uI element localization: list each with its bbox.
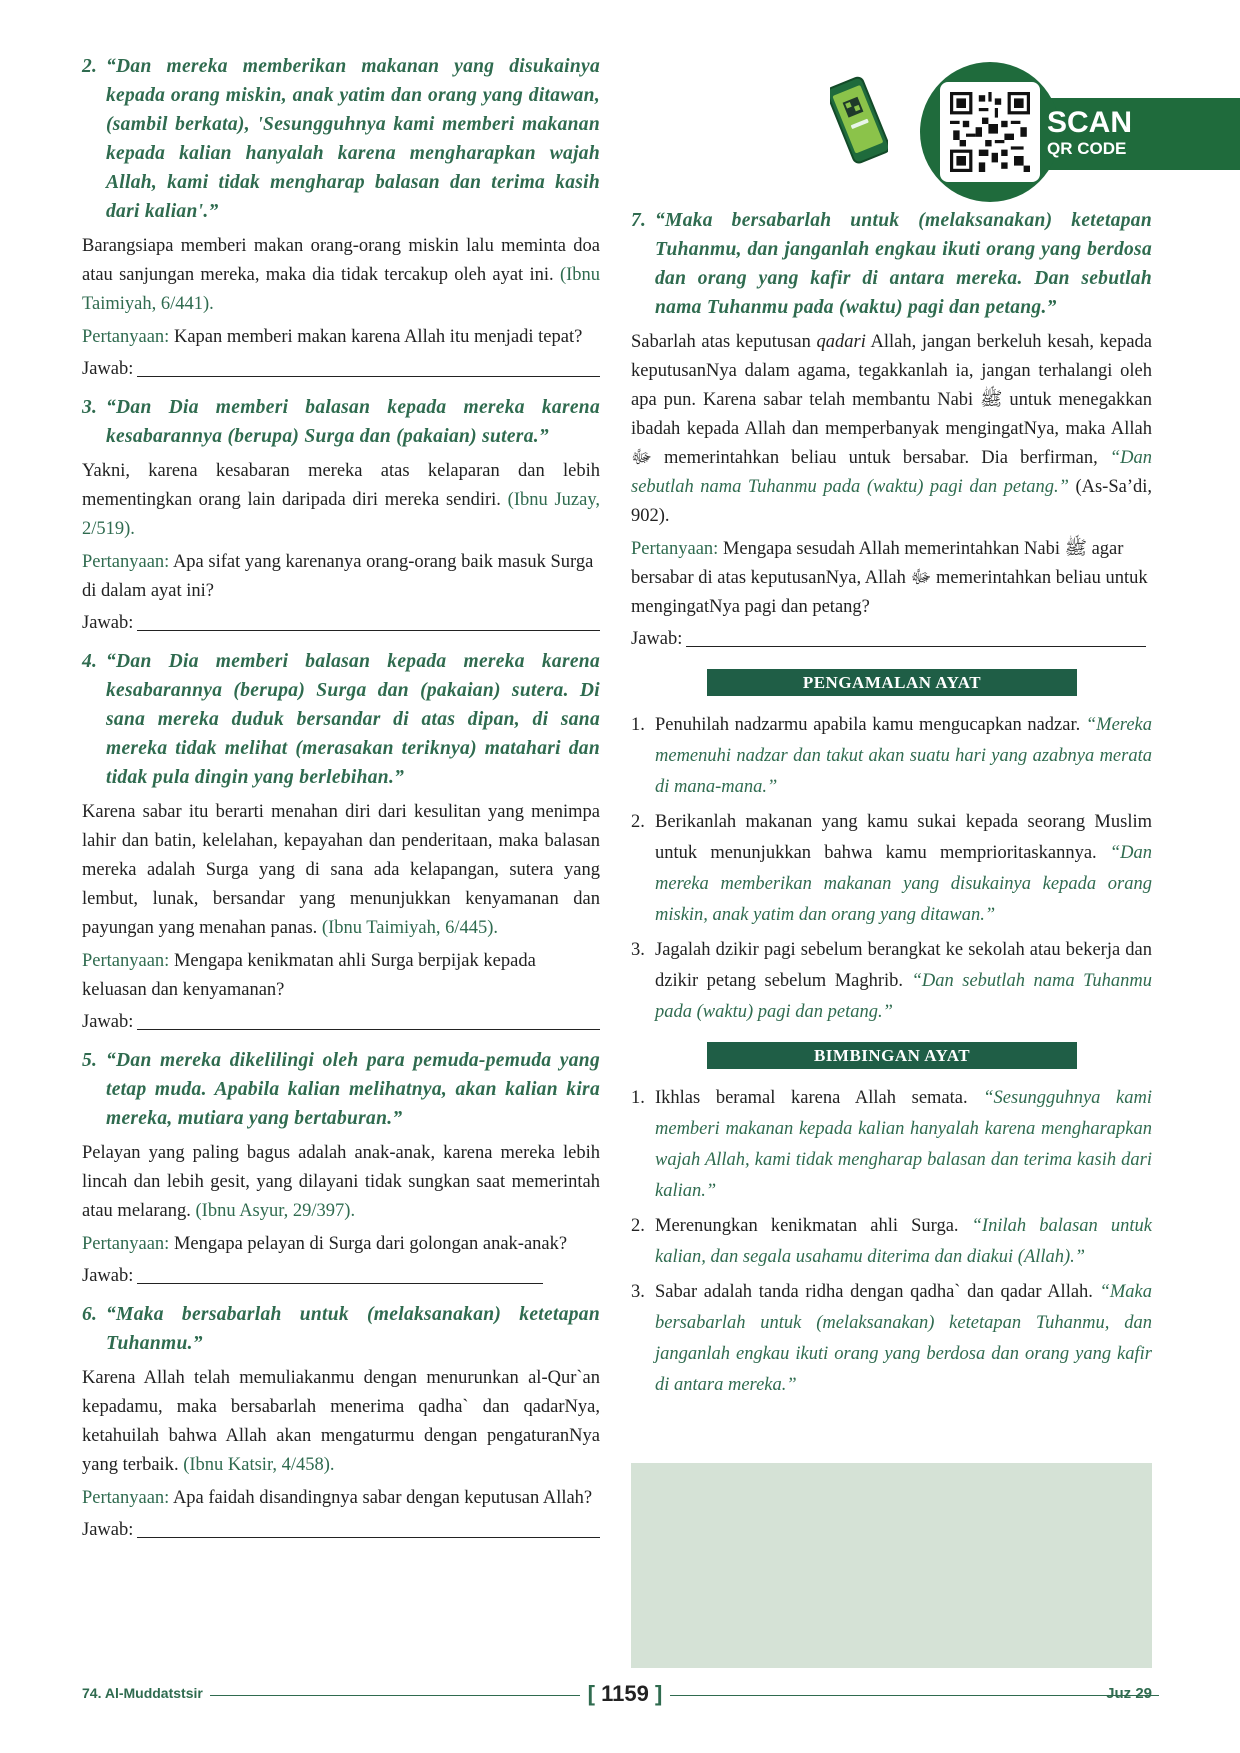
- list-text: Merenungkan kenikmatan ahli Surga.: [655, 1216, 959, 1236]
- answer-line[interactable]: [82, 1262, 600, 1290]
- list-item: [631, 807, 1152, 931]
- tafsir-text: Karena sabar itu berarti menahan diri dari kesulitan yang menimpa lahir dan batin, kelelahan, kepayahan dan penderitaan, maka balasan mereka adalah Surga yang di sana ada kelapangan, sutera yang lembut, lunak, bersandar yang menunjukkan kenyamanan dan payungan yang menahan panas.: [82, 802, 600, 938]
- tafsir-text: Sabarlah atas keputusan: [631, 332, 811, 352]
- verse-number: 7.: [631, 210, 647, 231]
- page-footer: [82, 1680, 1152, 1710]
- question: [82, 947, 600, 1005]
- question-text: Apa faidah disandingnya sabar dengan keputusan Allah?: [172, 1488, 593, 1508]
- list-text: Berikanlah makanan yang kamu sukai kepada seorang Muslim untuk menunjukkan bahwa kamu memprioritaskannya.: [655, 812, 1152, 863]
- verse-5: [82, 1046, 600, 1133]
- tafsir-reference: (Ibnu Taimiyah, 6/445).: [321, 918, 499, 938]
- tafsir-reference: (Ibnu Asyur, 29/397).: [195, 1201, 356, 1221]
- question: [631, 535, 1152, 622]
- footer-surah: 74. Al-Muddatstsir: [82, 1685, 203, 1701]
- question: [82, 1230, 600, 1259]
- phone-icon: [830, 72, 888, 172]
- verse-text: “Dan mereka dikelilingi oleh para pemuda-pemuda yang tetap muda. Apabila kalian melihatnya, akan kalian kira mereka, mutiara yang bertaburan.”: [106, 1050, 600, 1129]
- verse-7: [631, 206, 1152, 322]
- question: [82, 548, 600, 606]
- answer-label: Jawab:: [82, 613, 134, 633]
- tafsir-paragraph: [82, 798, 600, 943]
- list-citation: “Sesungguhnya kami memberi makanan kepada kalian hanyalah karena mengharapkan wajah Allah, kami tidak mengharap balasan dan terima kasih dari kalian.”: [655, 1088, 1153, 1201]
- question-text: Kapan memberi makan karena Allah itu menjadi tepat?: [173, 327, 583, 347]
- list-text: Ikhlas beramal karena Allah semata.: [655, 1088, 968, 1108]
- question-label: Pertanyaan:: [631, 539, 719, 559]
- list-citation: “Dan mereka memberikan makanan yang disukainya kepada orang miskin, anak yatim dan orang yang ditawan.”: [655, 843, 1152, 925]
- tafsir-paragraph: [82, 1364, 600, 1480]
- tafsir-italic-term: qadari: [816, 332, 866, 352]
- list-item: [631, 1083, 1152, 1207]
- tafsir-text: Pelayan yang paling bagus adalah anak-anak, karena mereka lebih lincah dan lebih gesit, yang dilayani tidak sungkan saat memerintah atau melarang.: [82, 1143, 600, 1221]
- verse-text: “Dan Dia memberi balasan kepada mereka karena kesabarannya (berupa) Surga dan (pakaian) sutera. Di sana mereka duduk bersandar di atas dipan, di sana mereka tidak melihat (merasakan teriknya) matahari dan tidak pula dingin yang berlebihan.”: [106, 651, 600, 788]
- tafsir-text: Karena Allah telah memuliakanmu dengan menurunkan al-Qur`an kepadamu, maka bersabarlah menerima qadha` dan qadarNya, ketahuilah bahwa Allah akan mengaturmu dengan pengaturanNya yang terbaik.: [82, 1368, 600, 1475]
- list-item: [631, 1211, 1152, 1273]
- list-number: 1.: [631, 1088, 645, 1108]
- question: [82, 1484, 600, 1513]
- list-item: [631, 935, 1152, 1028]
- answer-blank[interactable]: [137, 355, 600, 377]
- answer-line[interactable]: [82, 355, 600, 383]
- list-number: 2.: [631, 1216, 645, 1236]
- verse-4: [82, 647, 600, 792]
- tafsir-paragraph: [82, 457, 600, 544]
- page-number: [580, 1680, 670, 1710]
- section-title-bimbingan: BIMBINGAN AYAT: [707, 1042, 1077, 1069]
- tafsir-reference: (Ibnu Katsir, 4/458).: [183, 1455, 335, 1475]
- question-label: Pertanyaan:: [82, 552, 170, 572]
- question: [82, 323, 600, 352]
- answer-line[interactable]: [82, 1008, 600, 1036]
- answer-label: Jawab:: [631, 629, 683, 649]
- list-number: 3.: [631, 940, 645, 960]
- qr-subtitle: QR CODE: [1047, 139, 1127, 158]
- list-text: Penuhilah nadzarmu apabila kamu mengucapkan nadzar.: [655, 715, 1081, 735]
- answer-label: Jawab:: [82, 1520, 134, 1540]
- answer-blank[interactable]: [137, 609, 600, 631]
- right-column: [631, 206, 1152, 1405]
- verse-6: [82, 1300, 600, 1358]
- answer-line[interactable]: [631, 625, 1146, 653]
- qr-title: SCAN: [1047, 106, 1133, 139]
- footer-juz: Juz 29: [1106, 1685, 1152, 1702]
- verse-number: 5.: [82, 1050, 98, 1071]
- question-text: Mengapa kenikmatan ahli Surga berpijak kepada keluasan dan kenyamanan?: [82, 951, 536, 1000]
- question-label: Pertanyaan:: [82, 951, 170, 971]
- answer-label: Jawab:: [82, 1012, 134, 1032]
- tafsir-reference: (As-Sa’di, 902).: [631, 477, 1152, 526]
- list-citation: “Maka bersabarlah untuk (melaksanakan) ketetapan Tuhanmu, dan janganlah engkau ikuti orang yang berdosa dan orang yang kafir di antara mereka.”: [655, 1282, 1152, 1395]
- qr-code-icon: [950, 92, 1030, 172]
- verse-number: 2.: [82, 56, 98, 77]
- list-item: [631, 710, 1152, 803]
- list-number: 2.: [631, 812, 645, 832]
- question-text: Mengapa sesudah Allah memerintahkan Nabi ﷺ agar bersabar di atas keputusanNya, Allah ﷻ memerintahkan beliau untuk mengingatNya pagi dan petang?: [631, 539, 1148, 617]
- list-citation: “Mereka memenuhi nadzar dan takut akan suatu hari yang azabnya merata di mana-mana.”: [655, 715, 1152, 797]
- verse-number: 4.: [82, 651, 98, 672]
- question-text: Apa sifat yang karenanya orang-orang baik masuk Surga di dalam ayat ini?: [82, 552, 594, 601]
- verse-text: “Dan Dia memberi balasan kepada mereka karena kesabarannya (berupa) Surga dan (pakaian) sutera.”: [106, 397, 600, 447]
- question-label: Pertanyaan:: [82, 1488, 170, 1508]
- notes-box[interactable]: [631, 1463, 1152, 1668]
- question-label: Pertanyaan:: [82, 1234, 170, 1254]
- list-item: [631, 1277, 1152, 1401]
- page-bracket: ]: [654, 1681, 663, 1706]
- list-citation: “Inilah balasan untuk kalian, dan segala usahamu diterima dan diakui (Allah).”: [655, 1216, 1153, 1267]
- answer-line[interactable]: [82, 609, 600, 637]
- list-number: 3.: [631, 1282, 645, 1302]
- answer-blank[interactable]: [137, 1008, 600, 1030]
- verse-number: 3.: [82, 397, 98, 418]
- question-label: Pertanyaan:: [82, 327, 170, 347]
- verse-text: “Dan mereka memberikan makanan yang disukainya kepada orang miskin, anak yatim dan orang yang ditawan, (sambil berkata), 'Sesungguhnya kami memberi makanan kepada kalian hanyalah karena mengharapkan wajah Allah, kami tidak mengharap balasan dan terima kasih dari kalian'.”: [106, 56, 600, 222]
- verse-2: [82, 52, 600, 226]
- section-title-pengamalan: PENGAMALAN AYAT: [707, 669, 1077, 696]
- verse-number: 6.: [82, 1304, 98, 1325]
- answer-blank[interactable]: [137, 1262, 543, 1284]
- page-number-value: 1159: [601, 1681, 649, 1706]
- tafsir-paragraph: [82, 1139, 600, 1226]
- answer-label: Jawab:: [82, 359, 134, 379]
- answer-blank[interactable]: [686, 625, 1146, 647]
- tafsir-reference: (Ibnu Juzay, 2/519).: [82, 490, 601, 539]
- tafsir-text: Allah, jangan berkeluh kesah, kepada keputusanNya dalam agama, tegakkanlah ia, jangan terhalangi oleh apa pun. Karena sabar telah membantu Nabi ﷺ untuk menegakkan ibadah kepada Allah dan memperbanyak mengingatNya, maka Allah ﷻ memerintahkan beliau untuk bersabar. Dia berfirman,: [631, 332, 1153, 468]
- answer-line[interactable]: [82, 1516, 600, 1544]
- verse-text: “Maka bersabarlah untuk (melaksanakan) ketetapan Tuhanmu.”: [106, 1304, 600, 1354]
- tafsir-text: Barangsiapa memberi makan orang-orang miskin lalu meminta doa atau sanjungan mereka, maka dia tidak tercakup oleh ayat ini.: [82, 236, 600, 285]
- tafsir-quote: “Dan sebutlah nama Tuhanmu pada (waktu) pagi dan petang.”: [631, 448, 1153, 497]
- page-bracket: [: [587, 1681, 595, 1706]
- verse-text: “Maka bersabarlah untuk (melaksanakan) ketetapan Tuhanmu, dan janganlah engkau ikuti orang yang berdosa dan orang yang kafir di antara mereka. Dan sebutlah nama Tuhanmu pada (waktu) pagi dan petang.”: [655, 210, 1152, 318]
- tafsir-paragraph: [82, 232, 600, 319]
- list-text: Sabar adalah tanda ridha dengan qadha` dan qadar Allah.: [655, 1282, 1093, 1302]
- list-citation: “Dan sebutlah nama Tuhanmu pada (waktu) pagi dan petang.”: [655, 971, 1152, 1022]
- question-text: Mengapa pelayan di Surga dari golongan anak-anak?: [173, 1234, 568, 1254]
- verse-3: [82, 393, 600, 451]
- answer-blank[interactable]: [137, 1516, 600, 1538]
- tafsir-text: Yakni, karena kesabaran mereka atas kelaparan dan lebih mementingkan orang lain daripada diri mereka sendiri.: [82, 461, 600, 510]
- footer-divider: [662, 1695, 1159, 1696]
- left-column: [82, 52, 600, 1554]
- qr-code[interactable]: [940, 82, 1040, 182]
- tafsir-reference: (Ibnu Taimiyah, 6/441).: [82, 265, 601, 314]
- list-text: Jagalah dzikir pagi sebelum berangkat ke sekolah atau bekerja dan dzikir petang sebelum Maghrib.: [655, 940, 1152, 991]
- tafsir-paragraph: [631, 328, 1152, 531]
- list-number: 1.: [631, 715, 645, 735]
- qr-banner[interactable]: [825, 62, 1240, 202]
- answer-label: Jawab:: [82, 1266, 134, 1286]
